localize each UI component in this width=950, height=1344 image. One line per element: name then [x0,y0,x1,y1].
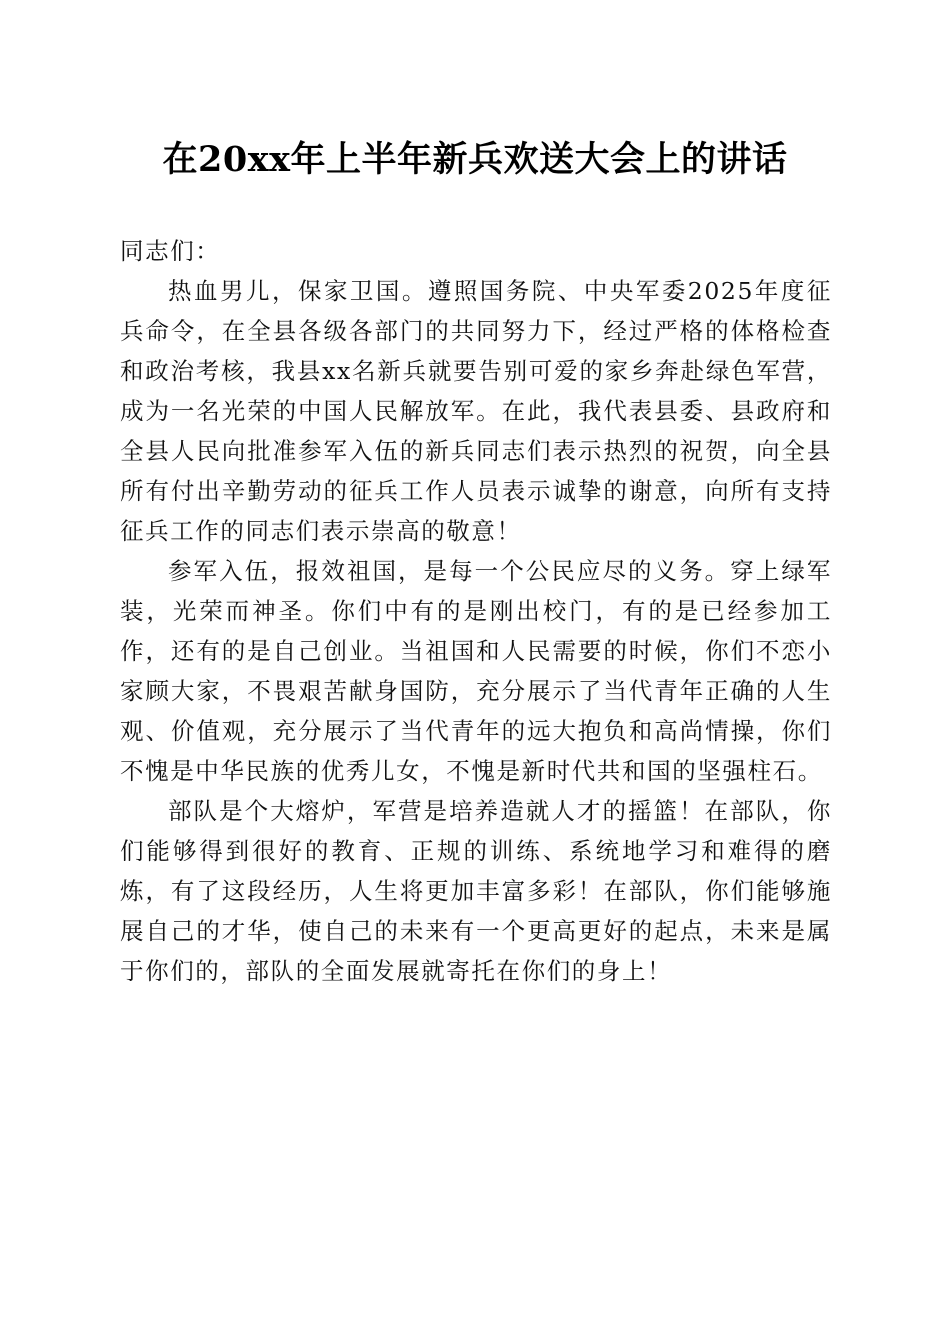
salutation: 同志们： [120,237,221,265]
document-body [120,231,832,991]
paragraph-2: 参军入伍，报效祖国，是每一个公民应尽的义务。穿上绿军装，光荣而神圣。你们中有的是刚出校门，有的是已经参加工作，还有的是自己创业。当祖国和人民需要的时候，你们不恋小家顾大家，不畏艰苦献身国防，充分展示了当代青年正确的人生观、价值观，充分展示了当代青年的远大抱负和高尚情操，你们不愧是中华民族的优秀儿女，不愧是新时代共和国的坚强柱石。 [120,557,832,785]
document-title: 在20xx年上半年新兵欢送大会上的讲话 [162,139,788,180]
paragraph-3: 部队是个大熔炉，军营是培养造就人才的摇篮！在部队，你们能够得到很好的教育、正规的训练、系统地学习和难得的磨炼，有了这段经历，人生将更加丰富多彩！在部队，你们能够施展自己的才华，使自己的未来有一个更高更好的起点，未来是属于你们的，部队的全面发展就寄托在你们的身上！ [120,797,832,985]
paragraph-1: 热血男儿，保家卫国。遵照国务院、中央军委2025年度征兵命令，在全县各级各部门的共同努力下，经过严格的体格检查和政治考核，我县xx名新兵就要告别可爱的家乡奔赴绿色军营，成为一名光荣的中国人民解放军。在此，我代表县委、县政府和全县人民向批准参军入伍的新兵同志们表示热烈的祝贺，向全县所有付出辛勤劳动的征兵工作人员表示诚挚的谢意，向所有支持征兵工作的同志们表示崇高的敬意！ [120,277,832,545]
